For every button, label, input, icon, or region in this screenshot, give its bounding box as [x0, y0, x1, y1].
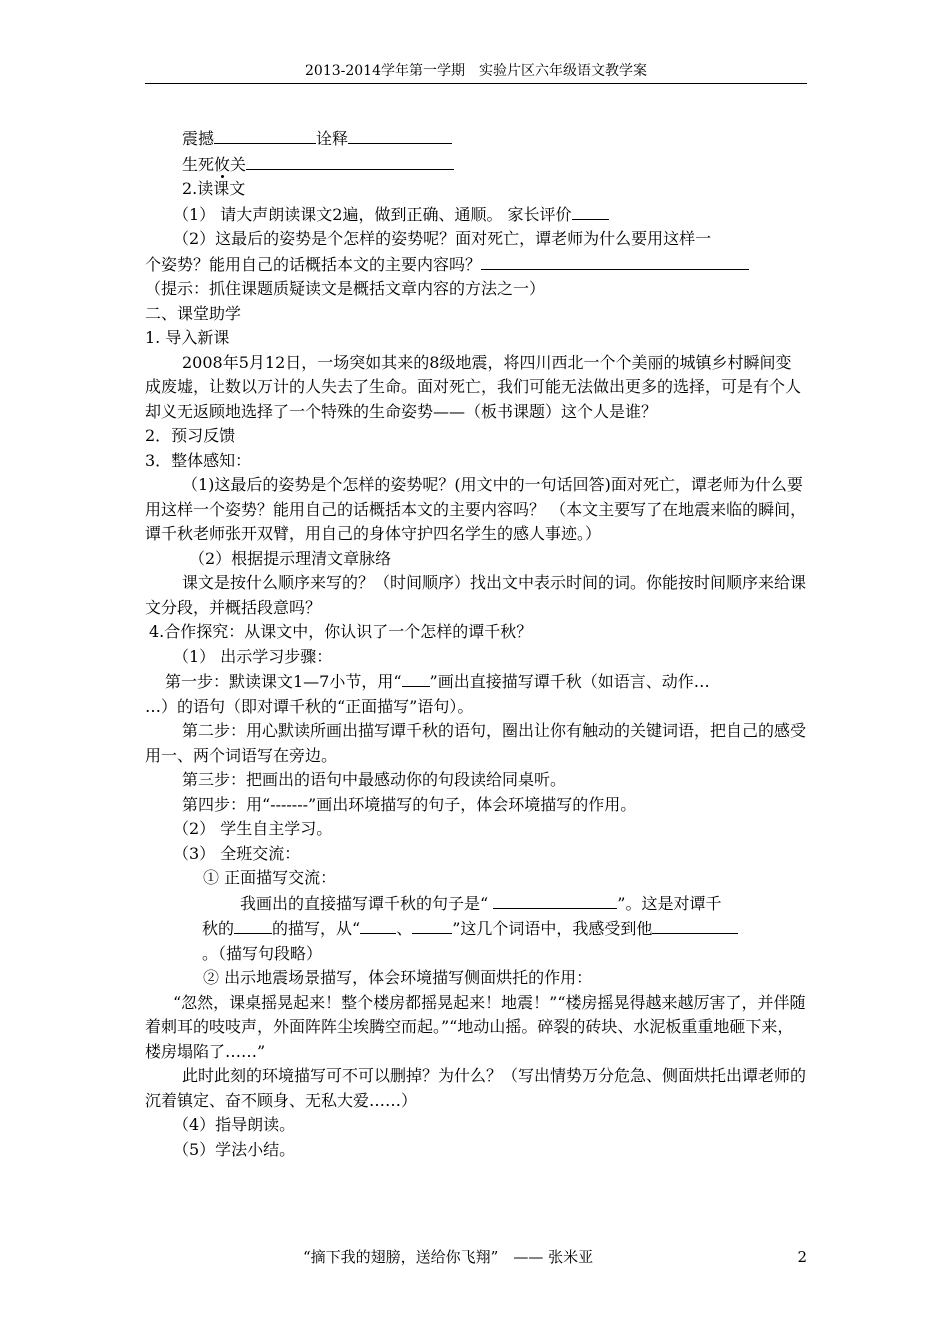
step-2: 第二步：用心默读所画出描写谭千秋的语句，圈出让你有触动的关键词语，把自己的感受用一、两个词语写在旁边。: [145, 721, 807, 765]
fill-sentence: [145, 891, 807, 917]
paragraph: 课文是按什么顺序来写的？（时间顺序）找出文中表示时间的词。你能按时间顺序来给课文分段，并概括段意吗？: [145, 573, 807, 617]
sub-heading: 4.合作探究：从课文中，你认识了一个怎样的谭千秋？: [149, 622, 533, 641]
paragraph: （2）这最后的姿势是个怎样的姿势呢？面对死亡，谭老师为什么要用这样一: [173, 229, 712, 248]
text: 、: [396, 919, 413, 938]
blank-line[interactable]: [652, 916, 738, 934]
paragraph: 此时此刻的环境描写可不可以删掉？为什么？（写出情势万分危急、侧面烘托出谭老师的沉着镇定、奋不顾身、无私大爱……）: [145, 1066, 807, 1110]
page-header: 2013-2014学年第一学期 实验片区六年级语文教学案: [145, 62, 807, 84]
vocab-word: 生死: [182, 154, 215, 174]
blank-line[interactable]: [412, 916, 452, 934]
quote-passage: “忽然，课桌摇晃起来！整个楼房都摇晃起来！地震！”“楼房摇晃得越来越厉害了，并伴随着刺耳的吱吱声，外面阵阵尘埃腾空而起。”“地动山摇。碎裂的砖块、水泥板重重地砸下来，楼房塌陷了……”: [145, 992, 806, 1061]
paragraph: [145, 202, 807, 228]
sub-heading: 3．整体感知：: [145, 450, 252, 470]
blank-line[interactable]: [360, 916, 396, 934]
paragraph: （4）指导朗读。: [173, 1115, 296, 1134]
fill-sentence: 。（描写句段略）: [202, 943, 323, 963]
section-heading: 二、课堂助学: [145, 303, 242, 323]
step-3: 第三步：把画出的语句中最感动你的句段读给同桌听。: [182, 770, 567, 789]
text: 的描写，从“: [272, 919, 361, 938]
vocab-word: 关: [230, 154, 247, 174]
blank-line[interactable]: [246, 152, 454, 170]
hint: （提示：抓住课题质疑读文是概括文章内容的方法之一）: [145, 279, 546, 298]
blank-line: [402, 669, 430, 687]
blank-line[interactable]: [572, 202, 609, 220]
paragraph: （3） 全班交流：: [173, 843, 301, 863]
sub-heading: 2．预习反馈: [145, 426, 236, 445]
text: 秋的: [202, 919, 235, 938]
blank-line[interactable]: [234, 916, 272, 934]
paragraph: （1） 出示学习步骤：: [173, 646, 333, 666]
sub-heading: 1. 导入新课: [145, 328, 230, 347]
text: 第一步：默读课文1—7小节，用“: [165, 672, 402, 691]
blank-line[interactable]: [214, 126, 316, 144]
footer-quote: “摘下我的翅膀，送给你飞翔” —— 张米亚: [303, 1248, 594, 1266]
step-4: 第四步：用“-------”画出环境描写的句子，体会环境描写的作用。: [182, 794, 637, 814]
fill-sentence: [145, 916, 807, 942]
paragraph: ① 正面描写交流：: [203, 868, 337, 887]
text: （1） 请大声朗读课文2遍，做到正确、通顺。 家长评价: [173, 204, 572, 224]
vocab-word: 震撼: [182, 129, 215, 148]
paragraph: （5）学法小结。: [173, 1139, 296, 1159]
step-1: [145, 669, 807, 695]
blank-line[interactable]: [493, 891, 617, 909]
paragraph: ② 出示地震场景描写，体会环境描写侧面烘托的作用：: [203, 968, 593, 987]
text: ”画出直接描写谭千秋（如语言、动作…: [429, 672, 710, 691]
paragraph: （2） 学生自主学习。: [173, 819, 333, 838]
vocab-line-1: [145, 126, 807, 152]
text: 个姿势？能用自己的话概括本文的主要内容吗？: [145, 254, 482, 274]
paragraph: （2）根据提示理清文章脉络: [189, 548, 392, 568]
text: 我画出的直接描写谭千秋的句子是“: [240, 893, 494, 913]
paragraph: [145, 252, 807, 278]
vocab-word: 诠释: [316, 129, 349, 148]
section-heading: 2.读课文: [182, 179, 246, 198]
paragraph: （1)这最后的姿势是个怎样的姿势呢？(用文中的一句话回答)面对死亡，谭老师为什么要用这样一个姿势？能用自己的话概括本文的主要内容吗？ （本文主要写了在地震来临的瞬间，谭千秋老师张开双臂，用自己的身体守护四名学生的感人事迹。）: [145, 475, 807, 543]
text: ”。这是对谭千: [617, 893, 722, 913]
blank-line[interactable]: [348, 126, 452, 144]
document-body: [145, 126, 807, 1162]
blank-line[interactable]: [481, 252, 749, 270]
vocab-line-2: [145, 152, 807, 178]
step-1-cont: …）的语句（即对谭千秋的“正面描写”语句）。: [145, 696, 474, 716]
emphasis-char: 攸: [214, 154, 231, 174]
page-number: 2: [797, 1248, 807, 1266]
text: ”这几个词语中，我感受到他: [452, 919, 653, 938]
paragraph: 2008年5月12日，一场突如其来的8级地震，将四川西北一个个美丽的城镇乡村瞬间变成废墟，让数以万计的人失去了生命。面对死亡，我们可能无法做出更多的选择，可是有个人却义无返顾地选择了一个特殊的生命姿势——（板书课题）这个人是谁？: [145, 352, 802, 421]
